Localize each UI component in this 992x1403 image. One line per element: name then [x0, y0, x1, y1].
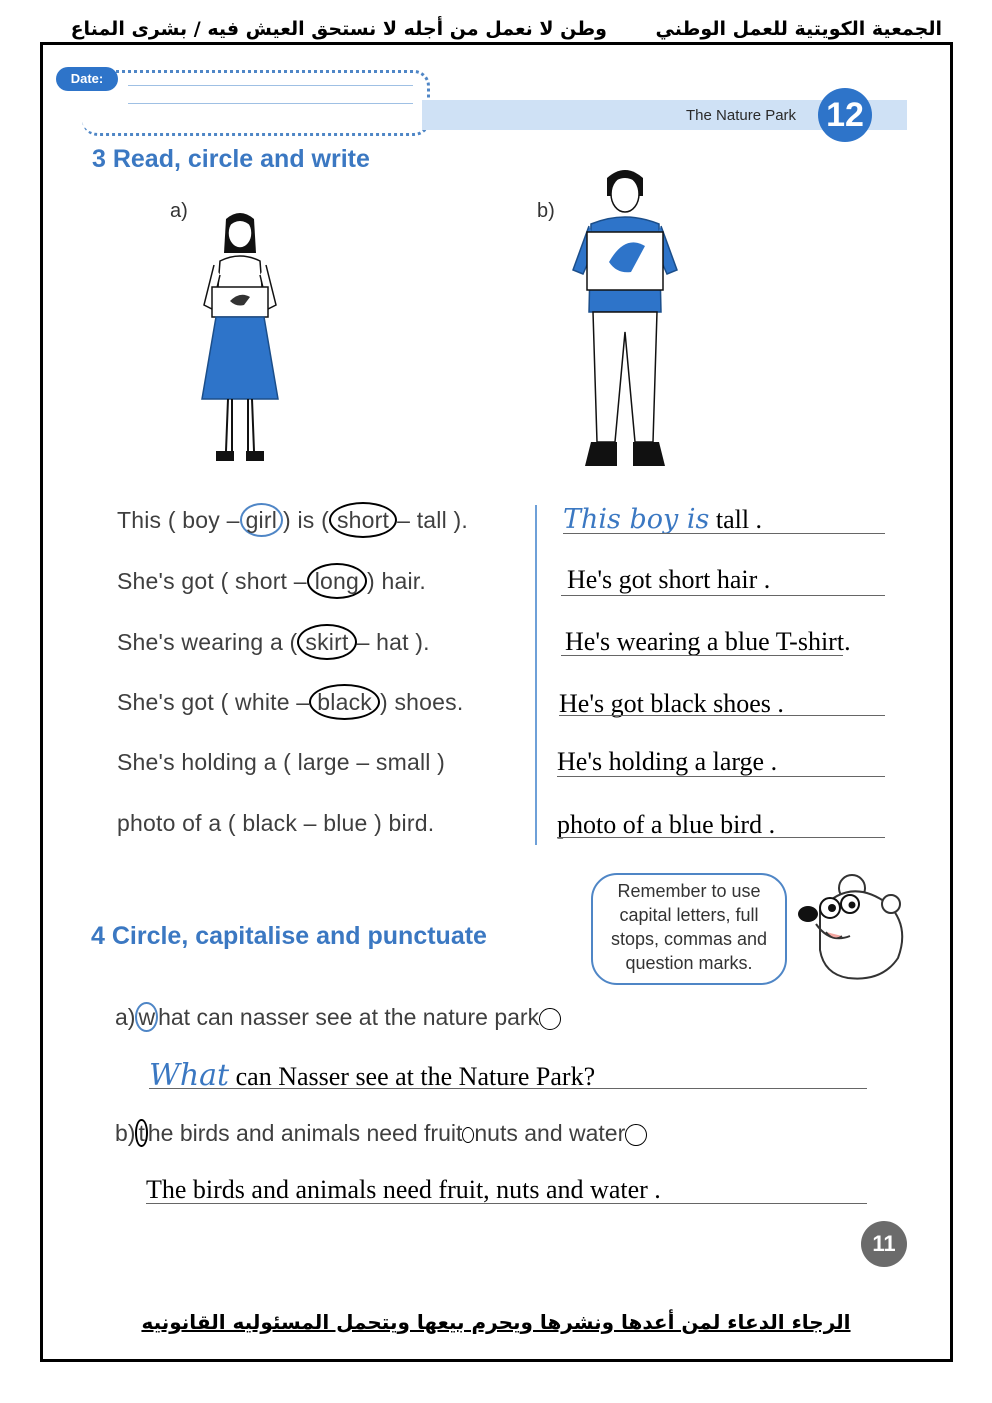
item-label: a) — [115, 1004, 136, 1030]
boy-illustration — [565, 162, 685, 482]
answer-text: can Nasser see at the Nature Park? — [229, 1062, 596, 1091]
answer-6[interactable]: photo of a blue bird . — [557, 810, 776, 839]
circled-option[interactable]: short — [329, 502, 397, 538]
sentence-text: hat can nasser see at the nature park — [158, 1004, 540, 1030]
circled-option[interactable]: girl — [240, 503, 283, 537]
question-text: This ( boy – — [117, 507, 240, 533]
question-text: ) hair. — [367, 568, 426, 594]
circled-option[interactable]: skirt — [297, 624, 356, 660]
question-line-2 — [117, 567, 426, 595]
answer-line — [557, 776, 885, 777]
arabic-footer: الرجاء الدعاء لمن أعدها ونشرها ويحرم بيعها ويتحمل المسئوليه القانونيه — [141, 1310, 851, 1334]
date-label: Date: — [56, 67, 118, 91]
handwritten-text: What — [149, 1058, 230, 1093]
answer-3[interactable]: He's wearing a blue T-shirt. — [565, 627, 851, 656]
unit-title: The Nature Park — [686, 107, 797, 124]
question-text: She's got ( white – — [117, 689, 310, 715]
question-text: – tall ). — [397, 507, 468, 533]
answer-5[interactable]: He's holding a large . — [557, 747, 778, 776]
unit-number: 12 — [818, 88, 872, 142]
column-divider — [535, 505, 537, 845]
answer-line — [557, 837, 885, 838]
bubble-line: Remember to use — [617, 881, 761, 901]
answer-line — [146, 1203, 867, 1204]
label-b: b) — [537, 200, 555, 222]
answer-text: tall . — [709, 505, 763, 534]
label-a: a) — [170, 200, 188, 222]
date-line — [128, 103, 413, 104]
sentence-text: he birds and animals need fruit — [147, 1120, 463, 1146]
bubble-line: stops, commas and — [610, 929, 768, 949]
exercise-4-title: 4 Circle, capitalise and punctuate — [91, 922, 487, 950]
circled-letter[interactable]: w — [135, 1002, 158, 1032]
question-text: She's wearing a ( — [117, 629, 298, 655]
question-line-1 — [117, 506, 468, 534]
answer-1[interactable] — [563, 504, 762, 535]
circled-option[interactable]: long — [307, 563, 367, 599]
arabic-header — [40, 14, 952, 44]
date-line — [128, 85, 413, 86]
exercise-4b-answer[interactable]: The birds and animals need fruit, nuts and water . — [146, 1175, 661, 1204]
answer-line — [563, 533, 885, 534]
question-line-4 — [117, 688, 463, 716]
exercise-4a-sentence — [115, 1004, 561, 1031]
question-line-6: photo of a ( black – blue ) bird. — [117, 810, 435, 836]
handwritten-text: This boy is — [563, 504, 710, 535]
exercise-3-title: 3 Read, circle and write — [92, 145, 370, 173]
answer-2[interactable]: He's got short hair . — [567, 565, 771, 594]
bear-mascot-icon — [790, 870, 915, 985]
answer-line — [559, 715, 885, 716]
punctuation-circle[interactable] — [625, 1124, 647, 1146]
answer-line — [561, 655, 843, 656]
circled-option[interactable]: black — [309, 684, 380, 720]
circled-letter[interactable]: t — [135, 1119, 147, 1147]
question-text: She's got ( short – — [117, 568, 307, 594]
header-organization: الجمعية الكويتية للعمل الوطني — [655, 18, 942, 40]
reminder-bubble — [591, 873, 787, 985]
answer-line — [149, 1088, 867, 1089]
question-line-3 — [117, 628, 430, 656]
punctuation-circle[interactable] — [462, 1127, 474, 1143]
exercise-4b-sentence — [115, 1120, 647, 1147]
girl-illustration — [190, 205, 290, 475]
question-line-5: She's holding a ( large – small ) — [117, 749, 446, 775]
header-slogan: وطن لا نعمل من أجله لا نستحق العيش فيه / بشرى المناع — [70, 18, 607, 40]
punctuation-circle[interactable] — [539, 1008, 561, 1030]
item-label: b) — [115, 1120, 136, 1146]
page-number: 11 — [861, 1221, 907, 1267]
bubble-line: question marks. — [625, 953, 753, 973]
answer-line — [561, 595, 885, 596]
bubble-line: capital letters, full — [619, 905, 759, 925]
question-text: – hat ). — [356, 629, 430, 655]
answer-4[interactable]: He's got black shoes . — [559, 689, 784, 718]
sentence-text: nuts and water — [474, 1120, 626, 1146]
question-text: ) shoes. — [380, 689, 464, 715]
question-text: ) is ( — [283, 507, 329, 533]
